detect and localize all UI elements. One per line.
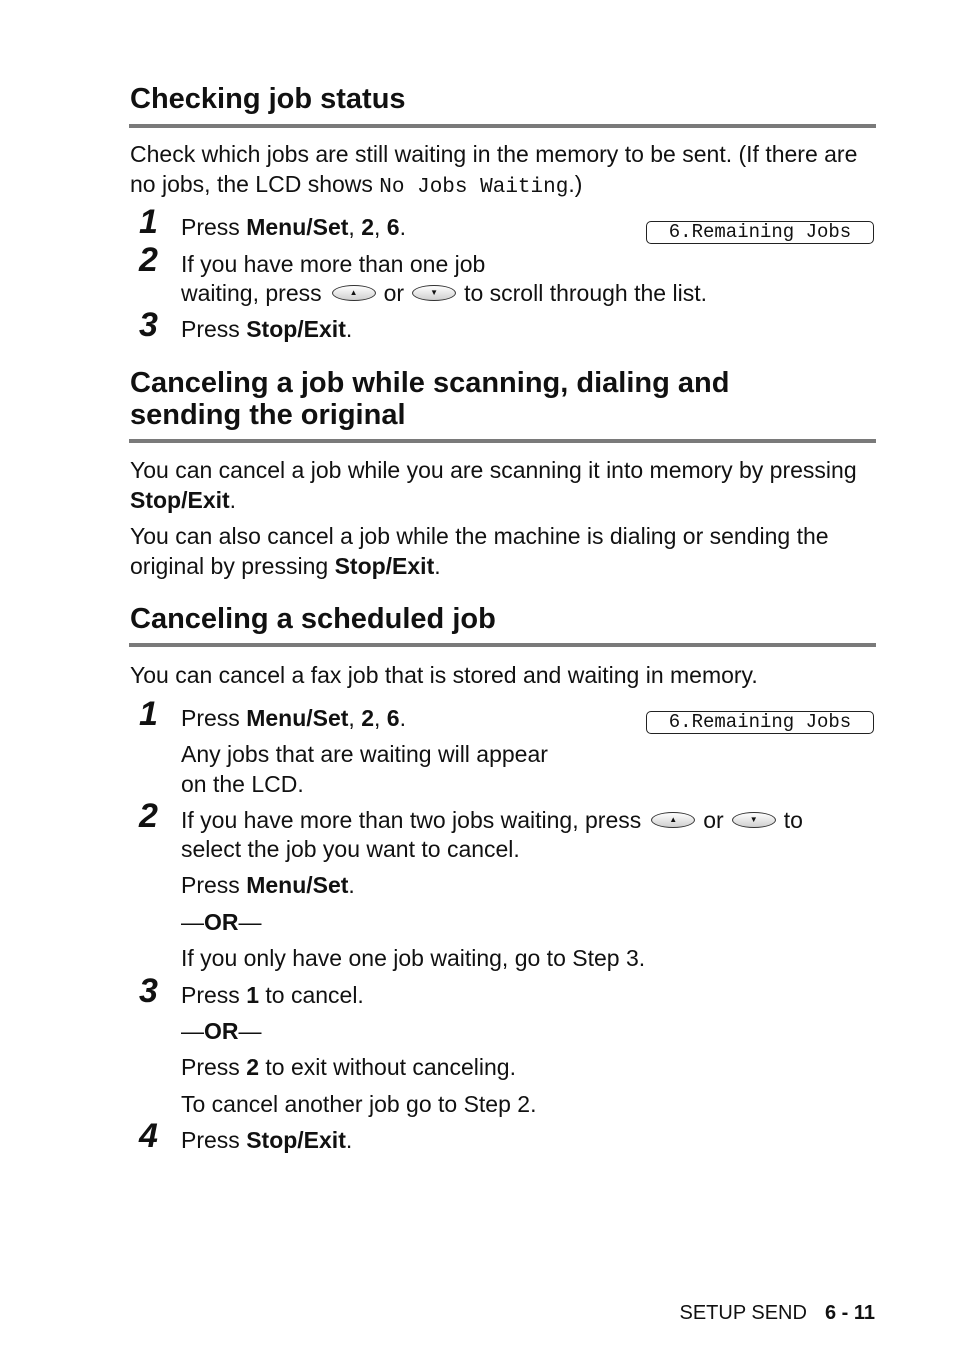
down-arrow-key-icon: ▼ bbox=[732, 812, 776, 828]
key-label: Stop/Exit bbox=[246, 316, 346, 342]
em-dash: — bbox=[181, 909, 204, 935]
up-arrow-key-icon: ▲ bbox=[332, 285, 376, 301]
step-text bbox=[181, 980, 364, 1010]
or-word: or bbox=[383, 280, 405, 306]
paragraph-text: You can cancel a job while you are scanning it into memory by pressing bbox=[130, 457, 857, 483]
key-label: 2 bbox=[361, 705, 374, 731]
or-word: OR bbox=[204, 1018, 239, 1044]
separator: , bbox=[348, 214, 362, 240]
key-label: Menu/Set bbox=[246, 214, 349, 240]
key-label: 2 bbox=[361, 214, 374, 240]
key-label: Menu/Set bbox=[246, 705, 349, 731]
paragraph bbox=[130, 521, 876, 581]
lcd-display: 6.Remaining Jobs bbox=[646, 221, 874, 244]
intro-paragraph: You can cancel a fax job that is stored and waiting in memory. bbox=[130, 662, 758, 688]
step-number: 1 bbox=[139, 203, 158, 241]
heading-checking-job-status: Checking job status bbox=[130, 83, 406, 115]
step-number: 3 bbox=[139, 972, 158, 1010]
step-number: 2 bbox=[139, 797, 158, 835]
step-text-part: Press bbox=[181, 1054, 247, 1080]
heading-rule bbox=[129, 643, 876, 647]
em-dash: — bbox=[238, 1018, 262, 1044]
heading-canceling-while-scanning-cont: sending the original bbox=[130, 399, 406, 431]
em-dash: — bbox=[238, 909, 262, 935]
step-text-part: . bbox=[345, 1127, 353, 1153]
step-text: select the job you want to cancel. bbox=[181, 836, 520, 862]
up-arrow-key-icon: ▲ bbox=[651, 812, 695, 828]
step-text bbox=[181, 278, 707, 308]
intro-text-end: .) bbox=[568, 171, 583, 197]
step-text-part: Press bbox=[181, 872, 247, 898]
key-label: 6 bbox=[386, 214, 400, 240]
step-text-part: Press bbox=[181, 1127, 247, 1153]
footer-section-name: SETUP SEND bbox=[679, 1302, 807, 1324]
key-label: Menu/Set bbox=[246, 872, 349, 898]
key-label: Stop/Exit bbox=[246, 1127, 346, 1153]
separator: , bbox=[374, 214, 387, 240]
or-word: OR bbox=[204, 909, 239, 935]
key-label: 2 bbox=[246, 1054, 259, 1080]
step-text bbox=[181, 212, 406, 242]
separator: , bbox=[348, 705, 362, 731]
heading-rule bbox=[129, 124, 876, 128]
step-number: 3 bbox=[139, 306, 158, 344]
intro-text: Check which jobs are still waiting in the memory to be sent. (If there are no jobs, the LCD shows bbox=[130, 141, 858, 197]
step-text-part: Press bbox=[181, 705, 247, 731]
or-word: or bbox=[703, 807, 724, 833]
heading-canceling-while-scanning: Canceling a job while scanning, dialing and bbox=[130, 367, 730, 399]
step-text-part: . bbox=[345, 316, 353, 342]
step-text-part: to scroll through the list. bbox=[464, 280, 707, 306]
step-text-part: . bbox=[399, 705, 406, 731]
lcd-message-inline: No Jobs Waiting bbox=[379, 176, 569, 199]
key-label: Stop/Exit bbox=[130, 487, 230, 513]
step-text: To cancel another job go to Step 2. bbox=[181, 1091, 537, 1117]
em-dash: — bbox=[181, 1018, 204, 1044]
step-number: 2 bbox=[139, 241, 158, 279]
separator: , bbox=[374, 705, 387, 731]
step-text: If you only have one job waiting, go to Step 3. bbox=[181, 945, 646, 971]
step-text bbox=[181, 805, 803, 835]
intro-paragraph bbox=[130, 139, 876, 203]
paragraph bbox=[130, 455, 876, 515]
step-text: If you have more than one job bbox=[181, 251, 486, 277]
page-footer bbox=[680, 1301, 876, 1325]
lcd-display: 6.Remaining Jobs bbox=[646, 711, 874, 734]
page-number: 6 - 11 bbox=[824, 1302, 875, 1324]
step-text bbox=[181, 314, 352, 344]
step-number: 1 bbox=[139, 695, 158, 733]
or-divider bbox=[181, 1016, 262, 1046]
step-text-part: Press bbox=[181, 214, 247, 240]
paragraph-text: You can also cancel a job while the machine is dialing or sending the original by pressing bbox=[130, 523, 829, 579]
step-text-part: If you have more than two jobs waiting, press bbox=[181, 807, 642, 833]
step-text bbox=[181, 1052, 516, 1082]
down-arrow-key-icon: ▼ bbox=[412, 285, 456, 301]
step-text bbox=[181, 1125, 352, 1155]
key-label: 1 bbox=[246, 982, 259, 1008]
step-text-part: to cancel. bbox=[258, 982, 364, 1008]
step-number: 4 bbox=[139, 1117, 158, 1155]
paragraph-text: . bbox=[229, 487, 237, 513]
heading-canceling-scheduled-job: Canceling a scheduled job bbox=[130, 603, 496, 635]
or-divider bbox=[181, 907, 262, 937]
step-note: on the LCD. bbox=[181, 771, 304, 797]
step-text-part: . bbox=[348, 872, 355, 898]
paragraph-text: . bbox=[434, 553, 441, 579]
step-text-part: waiting, press bbox=[181, 280, 322, 306]
step-text-part: to bbox=[783, 807, 803, 833]
step-text bbox=[181, 703, 406, 733]
step-text-part: . bbox=[399, 214, 406, 240]
key-label: Stop/Exit bbox=[334, 553, 435, 579]
step-text-part: to exit without canceling. bbox=[258, 1054, 516, 1080]
heading-rule bbox=[129, 439, 876, 443]
step-text-part: Press bbox=[181, 316, 247, 342]
step-note: Any jobs that are waiting will appear bbox=[181, 741, 548, 767]
step-text-part: Press bbox=[181, 982, 247, 1008]
key-label: 6 bbox=[386, 705, 400, 731]
step-text bbox=[181, 870, 355, 900]
